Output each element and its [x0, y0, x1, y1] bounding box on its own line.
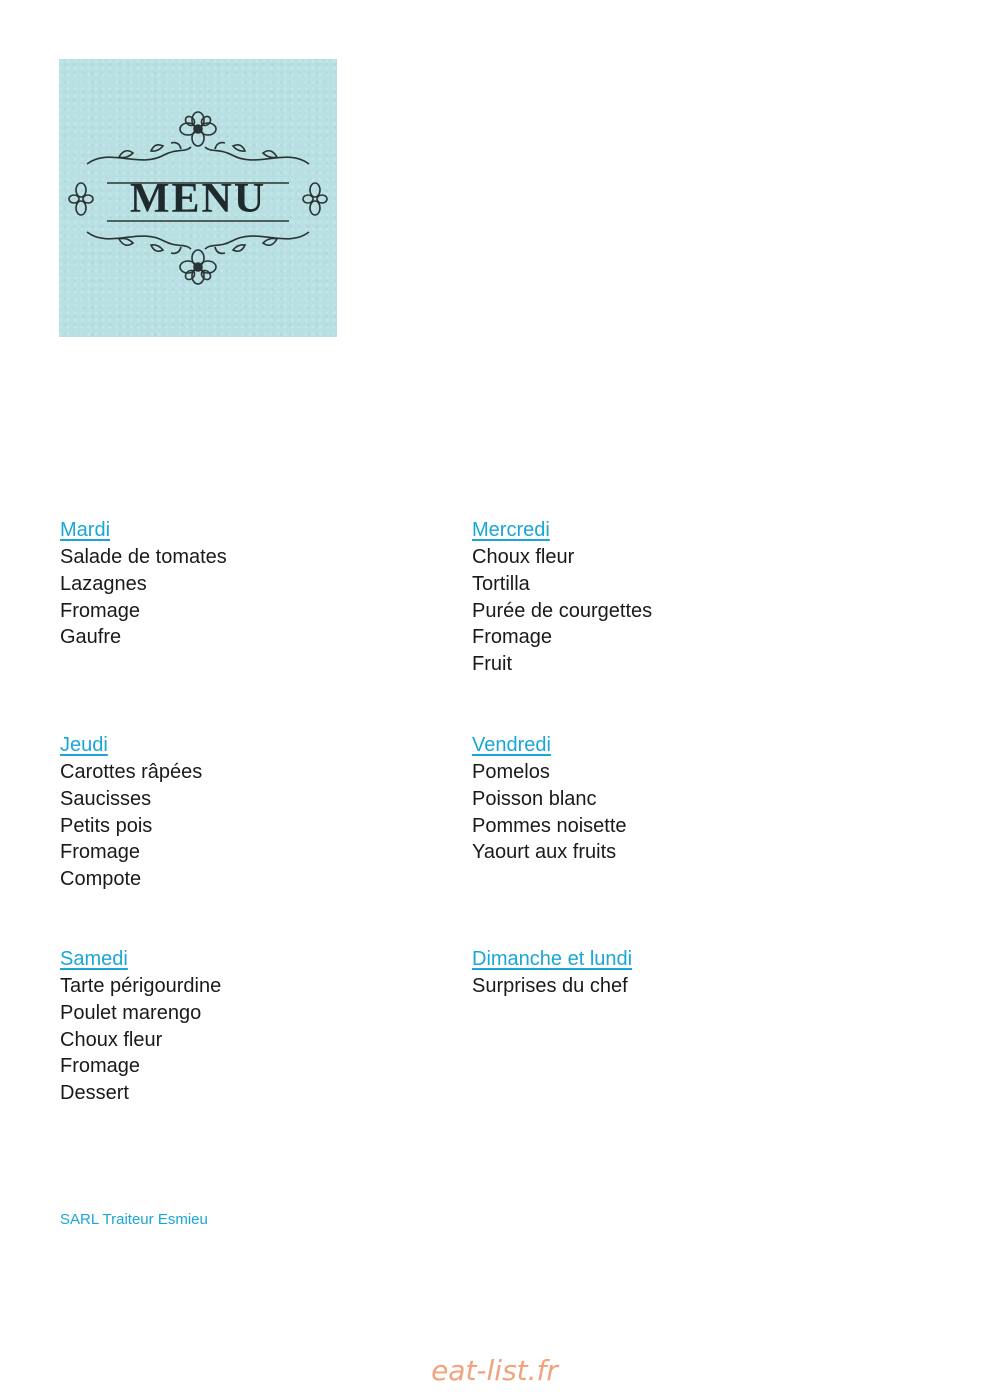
day-block-vendredi — [472, 732, 832, 866]
dish-item: Gaufre — [60, 626, 122, 649]
dish-item: Tortilla — [472, 572, 530, 595]
dish-list — [60, 973, 420, 1107]
bottom-flower-ornament — [180, 250, 216, 284]
day-title-vendredi[interactable]: Vendredi — [472, 734, 551, 756]
day-title-samedi[interactable]: Samedi — [60, 948, 128, 970]
day-block-dimanche-lundi — [472, 946, 832, 1000]
dish-item: Surprises du chef — [472, 975, 628, 997]
day-title-mardi[interactable]: Mardi — [60, 519, 111, 541]
dish-item: Poulet marengo — [60, 1001, 202, 1024]
dish-item: Carottes râpées — [60, 761, 203, 783]
dish-item: Choux fleur — [472, 546, 575, 568]
dish-list — [60, 544, 420, 651]
dish-item: Fruit — [472, 653, 512, 676]
dish-item: Yaourt aux fruits — [472, 841, 617, 864]
day-block-samedi — [60, 946, 420, 1107]
dish-item: Pommes noisette — [472, 814, 627, 837]
dish-list — [472, 973, 832, 1000]
dish-item: Tarte périgourdine — [60, 975, 222, 997]
dish-item: Saucisses — [60, 787, 152, 810]
dish-list — [472, 759, 832, 866]
dish-item: Fromage — [60, 1055, 141, 1078]
logo-word: MENU — [129, 176, 267, 222]
dish-item: Lazagnes — [60, 572, 147, 595]
dish-list — [60, 759, 420, 893]
dish-item: Salade de tomates — [60, 546, 227, 568]
dish-item: Choux fleur — [60, 1028, 163, 1051]
dish-item: Dessert — [60, 1082, 129, 1105]
day-block-mercredi — [472, 517, 832, 678]
dish-item: Fromage — [60, 841, 141, 864]
dish-list — [472, 544, 832, 678]
day-block-mardi — [60, 517, 420, 651]
day-block-jeudi — [60, 732, 420, 893]
dish-item: Compote — [60, 868, 142, 891]
dish-item: Fromage — [472, 626, 553, 649]
dish-item: Pomelos — [472, 761, 550, 783]
day-title-jeudi[interactable]: Jeudi — [60, 734, 108, 756]
dish-item: Poisson blanc — [472, 787, 597, 810]
menu-logo — [59, 59, 337, 337]
dish-item: Purée de courgettes — [472, 599, 653, 622]
watermark: eat-list.fr — [431, 1354, 558, 1387]
day-title-mercredi[interactable]: Mercredi — [472, 519, 550, 541]
footer-company: SARL Traiteur Esmieu — [60, 1211, 208, 1228]
dish-item: Fromage — [60, 599, 141, 622]
dish-item: Petits pois — [60, 814, 153, 837]
day-title-dimanche-lundi[interactable]: Dimanche et lundi — [472, 948, 633, 970]
top-flower-ornament — [180, 112, 216, 146]
